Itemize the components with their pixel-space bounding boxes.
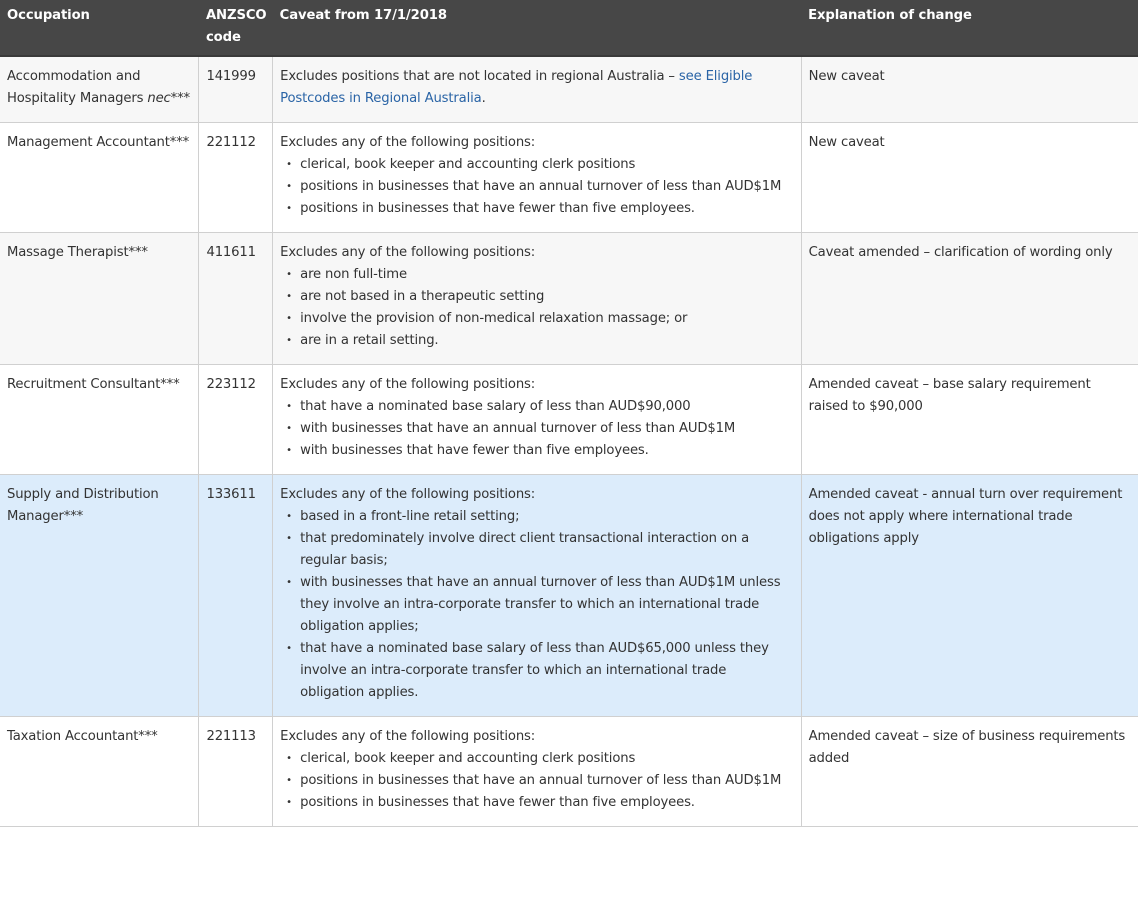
caveat-after-link: . <box>481 91 486 106</box>
caveat-cell <box>273 233 801 365</box>
table-row <box>0 56 1138 123</box>
occupation-cell: Recruitment Consultant*** <box>0 365 199 475</box>
caveat-cell <box>273 717 801 827</box>
caveat-bullet-list <box>280 506 793 704</box>
caveat-intro: Excludes any of the following positions: <box>280 377 536 392</box>
occupation-cell: Taxation Accountant*** <box>0 717 199 827</box>
header-row <box>0 0 1138 56</box>
caveat-intro: Excludes any of the following positions: <box>280 245 536 260</box>
bullet-item: • are non full-time <box>286 264 793 286</box>
bullet-item: • that predominately involve direct client transactional interaction on a regular basis; <box>286 528 793 572</box>
bullet-item: • positions in businesses that have an annual turnover of less than AUD$1M <box>286 176 793 198</box>
bullet-item: • positions in businesses that have fewer than five employees. <box>286 198 793 220</box>
occupation-cell: Management Accountant*** <box>0 123 199 233</box>
bullet-item: • that have a nominated base salary of less than AUD$90,000 <box>286 396 793 418</box>
explanation-cell: Amended caveat – base salary requirement raised to $90,000 <box>801 365 1138 475</box>
eligible-postcodes-link[interactable]: see Eligible Postcodes in Regional Australia <box>280 69 753 106</box>
occupation-cell: Supply and Distribution Manager*** <box>0 475 199 717</box>
bullet-item: • positions in businesses that have an annual turnover of less than AUD$1M <box>286 770 793 792</box>
explanation-cell: New caveat <box>801 123 1138 233</box>
caveat-cell <box>273 56 801 123</box>
bullet-item: • with businesses that have fewer than five employees. <box>286 440 793 462</box>
anzsco-code-cell: 221113 <box>199 717 273 827</box>
header-explanation: Explanation of change <box>801 0 1138 56</box>
table-row <box>0 717 1138 827</box>
caveat-intro: Excludes any of the following positions: <box>280 487 536 502</box>
bullet-item: • clerical, book keeper and accounting clerk positions <box>286 748 793 770</box>
header-occupation: Occupation <box>0 0 199 56</box>
bullet-item: • clerical, book keeper and accounting clerk positions <box>286 154 793 176</box>
explanation-cell: Amended caveat - annual turn over requirement does not apply where international trade obligations apply <box>801 475 1138 717</box>
table-row-highlighted <box>0 475 1138 717</box>
caveat-cell <box>273 123 801 233</box>
occupation-nec: nec <box>147 91 171 106</box>
table-row <box>0 365 1138 475</box>
caveat-bullet-list <box>280 396 793 462</box>
bullet-item: • that have a nominated base salary of less than AUD$65,000 unless they involve an intra-corporate transfer to which an international trade obligation applies. <box>286 638 793 704</box>
anzsco-code-cell: 141999 <box>199 56 273 123</box>
explanation-cell: Amended caveat – size of business requirements added <box>801 717 1138 827</box>
caveat-bullet-list <box>280 264 793 352</box>
anzsco-code-cell: 411611 <box>199 233 273 365</box>
occupation-text: Accommodation and Hospitality Managers <box>7 69 148 106</box>
header-anzsco-code: ANZSCO code <box>199 0 273 56</box>
occupation-cell: Massage Therapist*** <box>0 233 199 365</box>
table-row <box>0 123 1138 233</box>
occupation-suffix: *** <box>170 91 190 106</box>
anzsco-code-cell: 133611 <box>199 475 273 717</box>
caveat-bullet-list <box>280 748 793 814</box>
bullet-item: • positions in businesses that have fewer than five employees. <box>286 792 793 814</box>
explanation-cell: Caveat amended – clarification of wording only <box>801 233 1138 365</box>
bullet-item: • involve the provision of non-medical relaxation massage; or <box>286 308 793 330</box>
bullet-item: • with businesses that have an annual turnover of less than AUD$1M unless they involve an intra-corporate transfer to which an international trade obligation applies; <box>286 572 793 638</box>
caveat-intro: Excludes positions that are not located in regional Australia – <box>280 69 679 84</box>
caveat-cell <box>273 475 801 717</box>
bullet-item: • based in a front-line retail setting; <box>286 506 793 528</box>
caveat-intro: Excludes any of the following positions: <box>280 729 536 744</box>
header-caveat: Caveat from 17/1/2018 <box>273 0 801 56</box>
caveat-cell <box>273 365 801 475</box>
explanation-cell: New caveat <box>801 56 1138 123</box>
bullet-item: • with businesses that have an annual turnover of less than AUD$1M <box>286 418 793 440</box>
caveat-bullet-list <box>280 154 793 220</box>
bullet-item: • are in a retail setting. <box>286 330 793 352</box>
anzsco-code-cell: 223112 <box>199 365 273 475</box>
caveat-intro: Excludes any of the following positions: <box>280 135 536 150</box>
table-row <box>0 233 1138 365</box>
bullet-item: • are not based in a therapeutic setting <box>286 286 793 308</box>
anzsco-code-cell: 221112 <box>199 123 273 233</box>
occupation-cell <box>0 56 199 123</box>
